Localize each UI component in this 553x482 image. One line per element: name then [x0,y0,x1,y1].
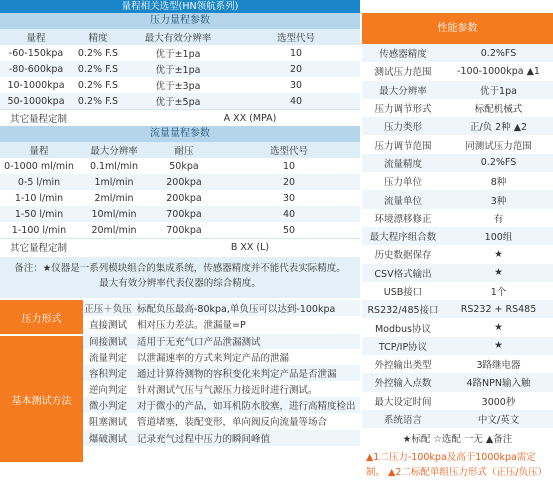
table-row [0,174,360,190]
test-method-row [83,430,360,446]
test-group-labels [0,300,83,462]
resolution-cell: 1ml/min [94,176,134,188]
spec-value: 标配机械式 [474,104,523,116]
custom-range-label: 其它量程定制 [10,243,68,254]
column-header: 最大分辨率 [90,146,138,157]
test-method-row [83,349,360,365]
test-method-row [83,381,360,397]
spec-row [362,99,553,117]
model-code-cell: 10 [289,47,303,59]
custom-range-code: B XX (L) [230,241,270,253]
spec-row [362,264,553,282]
spec-row [362,373,553,391]
model-code-cell: 20 [289,63,303,75]
spec-label: 传感器精度 [379,49,427,61]
spec-value: RS232 + RS485 [460,303,537,315]
table-row [0,77,360,93]
spec-label: 系统语言 [383,415,422,427]
spec-label: 最大分辨率 [379,85,427,97]
footnote-text: ▲1二压力-100kpa及高于1000kpa需定制。 ▲2二标配单组压力形式（正压/负压） [366,452,548,479]
range-cell: -80-600kpa [8,63,64,75]
spec-label: 外控输出类型 [374,360,432,372]
spec-value: 正/负 2种 ▲2 [469,122,528,134]
performance-rows [362,44,553,428]
spec-label: 最大程序组合数 [369,232,437,244]
spec-value: ★ [494,267,503,279]
resolution-cell: 优于±1pa [155,49,201,60]
pressure-rating-cell: 200kpa [166,176,202,188]
test-method-desc: 管道堵塞，装配变形，单向阀反向流量等场合 [137,417,328,429]
column-header: 精度 [88,33,108,44]
spec-row [362,81,553,99]
remarks-line: 备注：★仪器是一系列模块组合的集成系统，传感器精度并不能代表实际精度。 [14,263,346,274]
remarks-note [0,257,360,298]
table-row [0,93,360,109]
spec-value: 有 [493,213,504,225]
test-method-row [83,316,360,332]
column-header: 耐压 [174,146,194,157]
test-method-name: 阻塞测试 [88,417,127,429]
spec-value: 0.2%FS [480,157,517,169]
spec-value: 3路继电器 [476,360,521,372]
pressure-custom-range-row [0,109,360,126]
test-method-row [83,413,360,429]
model-code-cell: 50 [282,224,296,236]
test-method-desc: 适用于无充气口产品泄漏测试 [137,337,261,349]
resolution-cell: 20ml/min [91,224,137,236]
test-method-name: 容积判定 [88,368,127,380]
column-header: 选型代号 [269,146,308,157]
performance-title: 性能参数 [362,13,553,44]
spec-label: 压力调节形式 [374,104,432,116]
basic-test-methods-label: 基本测试方法 [0,334,83,462]
column-header: 量程 [26,33,46,44]
test-method-desc: 以泄漏速率的方式来判定产品的泄漏 [137,352,290,364]
pressure-rating-cell: 700kpa [166,224,202,236]
test-method-name: 间接测试 [88,337,127,349]
pressure-table-header [0,29,360,45]
spec-label: 测试压力范围 [374,67,432,79]
spec-row [362,410,553,428]
spec-label: 外控输入点数 [374,378,432,390]
spec-label: 最大设定时间 [374,396,432,408]
resolution-cell: 优于±3pa [155,81,201,92]
test-method-rows [83,300,360,462]
spec-row [362,318,553,336]
table-row [0,222,360,238]
spec-row [362,392,553,410]
custom-range-label: 其它量程定制 [10,114,68,125]
spec-value: ★ [494,322,503,334]
range-cell: 10-1000kpa [7,79,65,91]
resolution-cell: 10ml/min [91,208,137,220]
spec-row [362,209,553,227]
accuracy-cell: 0.2% F.S [77,47,119,59]
spec-value: ★ [494,340,503,352]
test-method-desc: 通过计算待测物的容积变化来判定产品是否泄漏 [137,368,337,380]
spec-value: -100-1000kpa ▲1 [457,65,540,77]
column-header: 最大有效分辨率 [144,33,212,44]
test-method-name: 爆破测试 [88,433,127,445]
test-method-desc: 对于微小的产品，如耳机防水胶塞，进行高精度检出 [137,401,356,413]
spec-value: 优于1pa [480,85,517,97]
range-cell: 1-100 l/min [11,224,67,236]
spec-value: 中文/英文 [477,415,520,427]
remarks-line: 最大有效分辨率代表仪器的综合精度。 [99,278,261,289]
test-method-name: 直接测试 [88,320,127,332]
pressure-range-section-title: 压力量程参数 [0,13,360,29]
range-cell: 1-10 l/min [14,192,64,204]
flow-table-header [0,142,360,158]
spec-value: 1个 [490,287,507,298]
spec-label: USB接口 [383,287,423,298]
spec-row [362,44,553,62]
spec-label: CSV格式输出 [374,268,432,280]
spec-row [362,190,553,208]
spec-label: 流量精度 [383,158,422,170]
test-method-row [83,332,360,348]
range-cell: 0-5 l/min [17,176,61,188]
resolution-cell: 2ml/min [94,192,134,204]
custom-range-code: A XX (MPA) [223,112,277,124]
spec-label: 压力调节范围 [374,140,432,152]
accuracy-cell: 0.2% F.S [77,79,119,91]
flow-range-section-title: 流量量程参数 [0,126,360,142]
spec-value: 4路NPN输入触 [466,378,531,390]
column-header: 选型代号 [276,33,315,44]
model-code-cell: 40 [289,95,303,107]
spec-label: RS232/485接口 [367,305,439,317]
model-code-cell: 30 [289,79,303,91]
spec-row [362,62,553,80]
test-method-name: 正压＋负压 [84,304,132,316]
spec-row [362,154,553,172]
range-cell: 0-1000 ml/min [4,160,74,172]
model-code-cell: 40 [282,208,296,220]
resolution-cell: 0.1ml/min [89,160,139,172]
spec-value: 100组 [484,232,513,244]
accuracy-cell: 0.2% F.S [77,95,119,107]
test-method-name: 流量判定 [88,352,127,364]
spec-row [362,135,553,153]
performance-panel [362,0,553,482]
test-method-desc: 标配负压最高-80kpa,单负压可以达到-100kpa [137,304,336,316]
pressure-rating-cell: 200kpa [166,192,202,204]
table-row [0,61,360,77]
table-row [0,45,360,61]
spec-label: 历史数据保存 [374,250,432,262]
spec-value: 8种 [490,177,507,189]
spec-row [362,300,553,318]
spec-label: TCP/IP协议 [378,341,428,353]
table-row [0,206,360,222]
test-method-desc: 针对测试气压与气源压力接近时进行测试。 [137,385,318,397]
test-method-name: 微小判定 [88,401,127,413]
test-method-name: 逆向判定 [88,385,127,397]
resolution-cell: 优于±1pa [155,65,201,76]
spec-row [362,355,553,373]
pressure-rating-cell: 50kpa [169,160,199,172]
test-method-desc: 相对压力差法。泄漏量=P [137,320,246,332]
test-method-row [83,300,360,316]
spec-row [362,227,553,245]
range-cell: 50-1000kpa [7,95,65,107]
flow-custom-range-row [0,238,360,255]
test-method-row [83,365,360,381]
spec-value: 3000秒 [481,396,516,408]
spec-value: 3种 [490,195,507,207]
spec-label: Modbus协议 [374,323,432,335]
table-row [0,158,360,174]
range-cell: -60-150kpa [8,47,64,59]
pressure-rating-cell: 700kpa [166,208,202,220]
model-code-cell: 10 [282,160,296,172]
spec-label: 流量单位 [383,195,422,207]
model-code-cell: 20 [282,176,296,188]
pressure-form-label: 压力形式 [0,300,83,334]
resolution-cell: 优于±5pa [155,97,201,108]
test-method-row [83,397,360,413]
column-header: 量程 [29,146,49,157]
spec-label: 环境漂移修正 [374,213,432,225]
test-method-desc: 记录充气过程中压力的瞬间峰值 [137,433,271,445]
spec-row [362,245,553,263]
spec-row [362,117,553,135]
spec-label: 压力类形 [383,122,422,134]
spec-row [362,337,553,355]
model-code-cell: 30 [282,192,296,204]
range-selection-title: 量程相关选型(HN领航系列) [0,0,360,13]
legend-text: ★标配 ☆选配 一无 ▲备注 [402,434,513,446]
spec-value: 同测试压力范围 [465,140,532,152]
accuracy-cell: 0.2% F.S [77,63,119,75]
spec-row [362,282,553,300]
spec-value: ★ [494,248,503,260]
table-row [0,190,360,206]
range-cell: 1-50 l/min [14,208,64,220]
test-methods-table [0,300,360,462]
spec-row [362,172,553,190]
spec-label: 压力单位 [383,177,422,189]
spec-value: 0.2%FS [480,47,517,59]
